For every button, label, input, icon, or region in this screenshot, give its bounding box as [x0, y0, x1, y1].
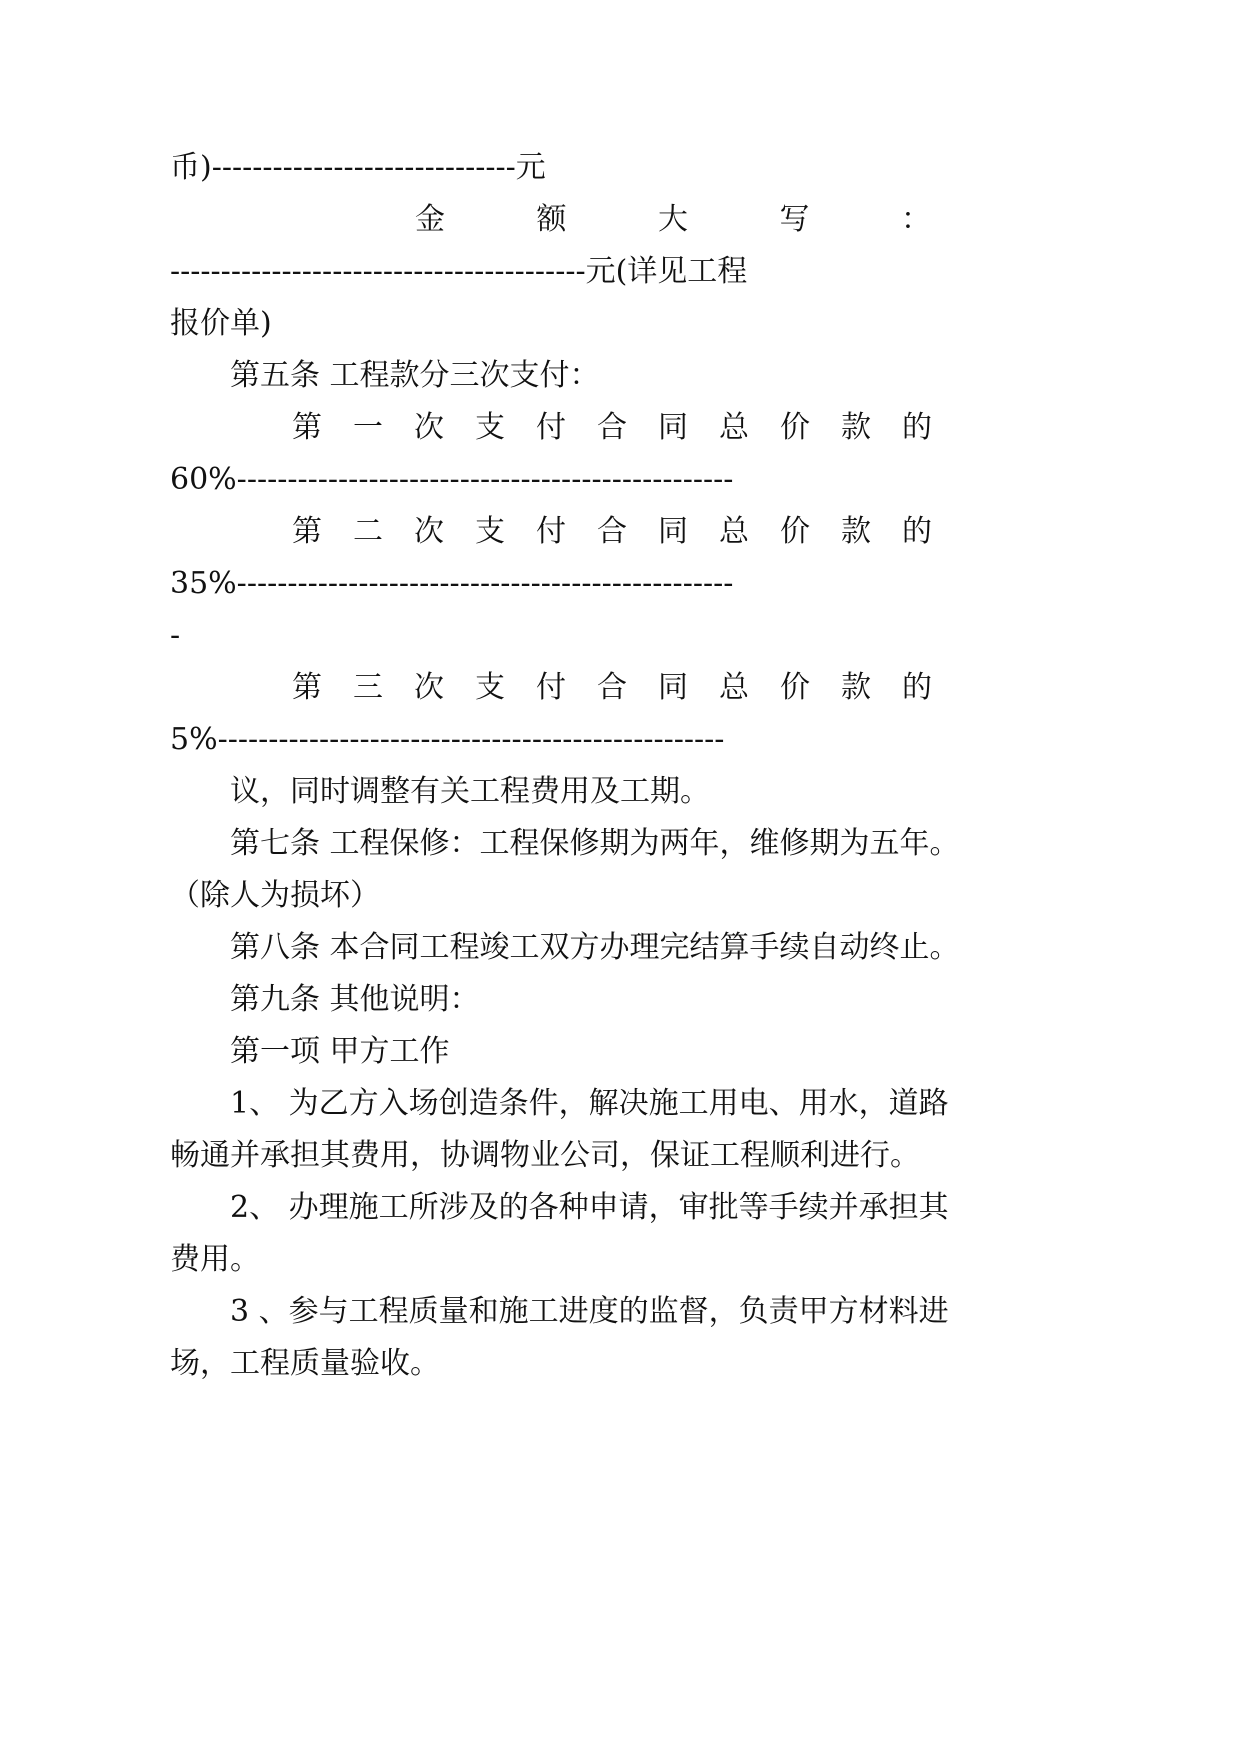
char: 支 — [475, 670, 505, 705]
item-2-line-2: 费用。 — [170, 1242, 260, 1277]
char: ： — [901, 202, 931, 237]
char: 次 — [414, 670, 444, 705]
payment-3-percent: 5%-------------------------------------------------- — [170, 722, 725, 757]
item-3-line-1: 3 、参与工程质量和施工进度的监督，负责甲方材料进 — [230, 1294, 949, 1329]
char: 价 — [780, 514, 810, 549]
amount-in-words-label — [415, 200, 931, 240]
char: 第 — [292, 514, 322, 549]
payment-2-label — [292, 512, 932, 552]
char: 同 — [658, 670, 688, 705]
article-5-heading: 第五条 工程款分三次支付： — [230, 358, 600, 393]
char: 第 — [292, 670, 322, 705]
char: 总 — [719, 670, 749, 705]
char: 二 — [353, 514, 383, 549]
char: 写 — [779, 202, 810, 237]
char: 付 — [536, 514, 566, 549]
char: 的 — [902, 670, 932, 705]
char: 次 — [414, 514, 444, 549]
char: 付 — [536, 410, 566, 445]
char: 的 — [902, 514, 932, 549]
char: 总 — [719, 410, 749, 445]
char: 价 — [780, 410, 810, 445]
char: 大 — [658, 202, 688, 237]
item-1-line-2: 畅通并承担其费用，协调物业公司，保证工程顺利进行。 — [170, 1138, 920, 1173]
item-2-line-1: 2、 办理施工所涉及的各种申请，审批等手续并承担其 — [230, 1190, 949, 1225]
payment-2-percent: 35%------------------------------------------------- — [170, 566, 734, 601]
text-line-adjust: 议，同时调整有关工程费用及工期。 — [230, 774, 710, 809]
char: 合 — [597, 514, 627, 549]
article-9-heading: 第九条 其他说明： — [230, 982, 480, 1017]
char: 的 — [902, 410, 932, 445]
payment-2-percent-wrap: - — [170, 618, 181, 653]
text-line-quote-sheet: 报价单) — [170, 306, 272, 341]
char: 一 — [353, 410, 383, 445]
char: 额 — [536, 202, 567, 237]
text-line-amount-dashes: -----------------------------------------元(详见工程 — [170, 254, 748, 289]
char: 同 — [658, 514, 688, 549]
article-7-note: （除人为损坏） — [170, 878, 380, 913]
char: 款 — [841, 514, 871, 549]
char: 次 — [414, 410, 444, 445]
char: 合 — [597, 670, 627, 705]
article-7: 第七条 工程保修：工程保修期为两年，维修期为五年。 — [230, 826, 960, 861]
char: 支 — [475, 514, 505, 549]
char: 款 — [841, 670, 871, 705]
article-8: 第八条 本合同工程竣工双方办理完结算手续自动终止。 — [230, 930, 960, 965]
text-line-currency: 币)------------------------------元 — [170, 150, 546, 185]
char: 支 — [475, 410, 505, 445]
item-3-line-2: 场，工程质量验收。 — [170, 1346, 440, 1381]
section-1-heading: 第一项 甲方工作 — [230, 1034, 450, 1069]
char: 价 — [780, 670, 810, 705]
payment-1-percent: 60%------------------------------------------------- — [170, 462, 734, 497]
char: 合 — [597, 410, 627, 445]
char: 款 — [841, 410, 871, 445]
char: 付 — [536, 670, 566, 705]
char: 三 — [353, 670, 383, 705]
payment-1-label — [292, 408, 932, 448]
char: 总 — [719, 514, 749, 549]
payment-3-label — [292, 668, 932, 708]
char: 第 — [292, 410, 322, 445]
char: 金 — [415, 202, 445, 237]
item-1-line-1: 1、 为乙方入场创造条件，解决施工用电、用水，道路 — [230, 1086, 949, 1121]
char: 同 — [658, 410, 688, 445]
